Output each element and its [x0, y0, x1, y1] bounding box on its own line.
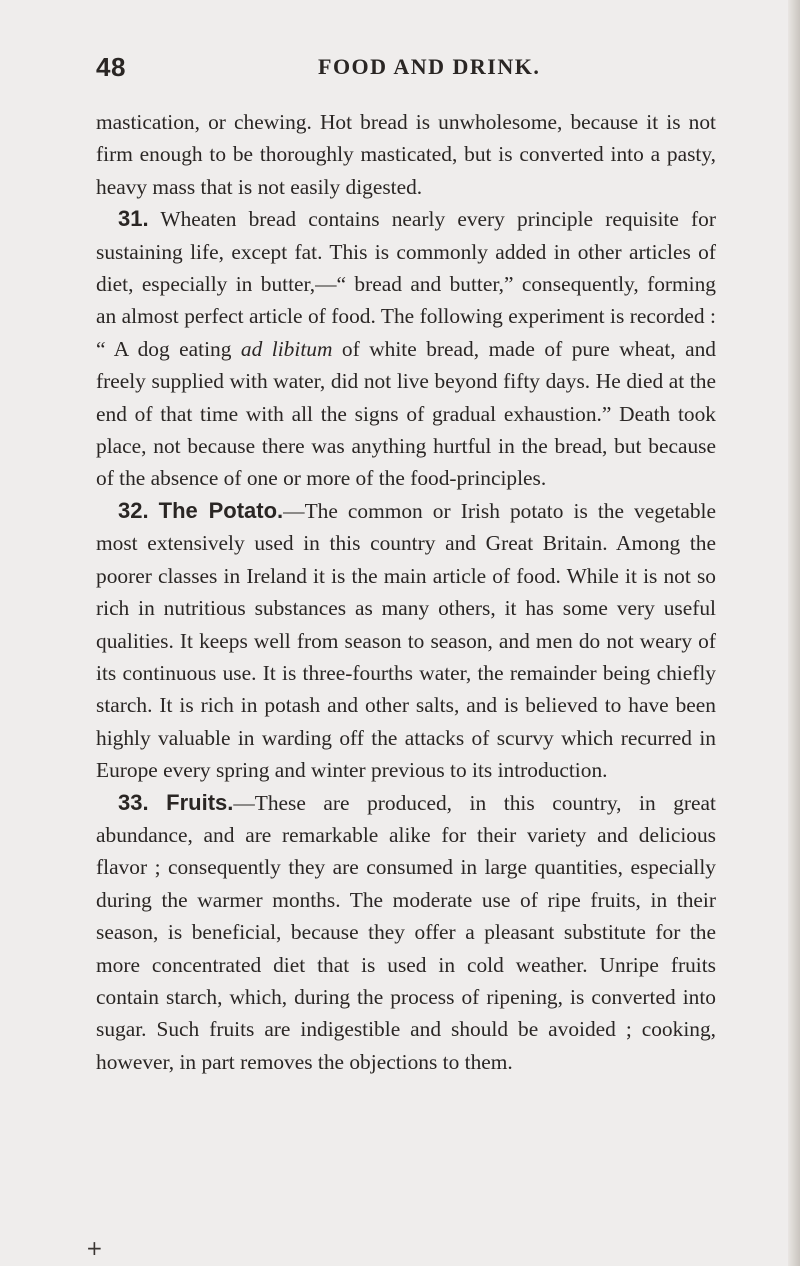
paragraph-text: —These are produced, in this country, in great abundance, and are remarkable alike for their variety and delicious flavor ; consequently they are consumed in large quantities, especially during the warmer months. The moderate use of ripe fruits, in their season, is beneficial, because they offer a pleasant substitute for the more concentrated diet that is used in cold weather. Unripe fruits contain starch, which, during the process of ripening, is converted into sugar. Such fruits are indigestible and should be avoided ; cooking, however, in part removes the objections to them. [96, 790, 716, 1074]
paragraph-text: —The common or Irish potato is the vegetable most extensively used in this country and Great Britain. Among the poorer classes in Ireland it is the main article of food. While it is not so rich in nutritious substances as many others, it has some very useful qualities. It keeps well from season to season, and men do not weary of its continuous use. It is three-fourths water, the remainder being chiefly starch. It is rich in potash and other salts, and is believed to have been highly valuable in warding off the attacks of scurvy which recurred in Europe every spring and winter previous to its introduction. [96, 498, 716, 783]
paragraph-italic-text: ad libitum [240, 336, 333, 361]
paragraph-continuation [96, 106, 716, 203]
page-number: 48 [96, 52, 126, 82]
paragraph-32 [96, 495, 716, 787]
section-number: 32. [118, 497, 149, 523]
section-title: The Potato. [158, 497, 284, 523]
section-title: Fruits. [166, 789, 234, 815]
running-head: FOOD AND DRINK. [318, 54, 541, 79]
paragraph-text: Wheaten bread contains nearly every principle requisite for sustaining life, except fat. This is commonly added in other articles of diet, especially in butter,—“ bread and butter,” consequently, forming an almost perfect article of food. The following experiment is recorded : “ A dog eating [96, 207, 716, 361]
paragraph-33 [96, 787, 716, 1079]
paragraph-31 [96, 203, 716, 495]
paragraph-text: mastication, or chewing. Hot bread is unwholesome, because it is not firm enough to be thoroughly masticated, but is converted into a pasty, heavy mass that is not easily digested. [96, 110, 716, 199]
footer-mark: + [86, 1236, 103, 1260]
section-number: 33. [118, 789, 149, 815]
page-header [96, 52, 714, 86]
paragraph-text: of white bread, made of pure wheat, and freely supplied with water, did not live beyond fifty days. He died at the end of that time with all the signs of gradual exhaustion.” Death took place, not because there was anything hurtful in the bread, but because of the absence of one or more of the food-principles. [96, 336, 716, 491]
section-number: 31. [118, 206, 149, 232]
body-text [96, 106, 716, 1078]
page-edge-shadow [788, 0, 800, 1266]
